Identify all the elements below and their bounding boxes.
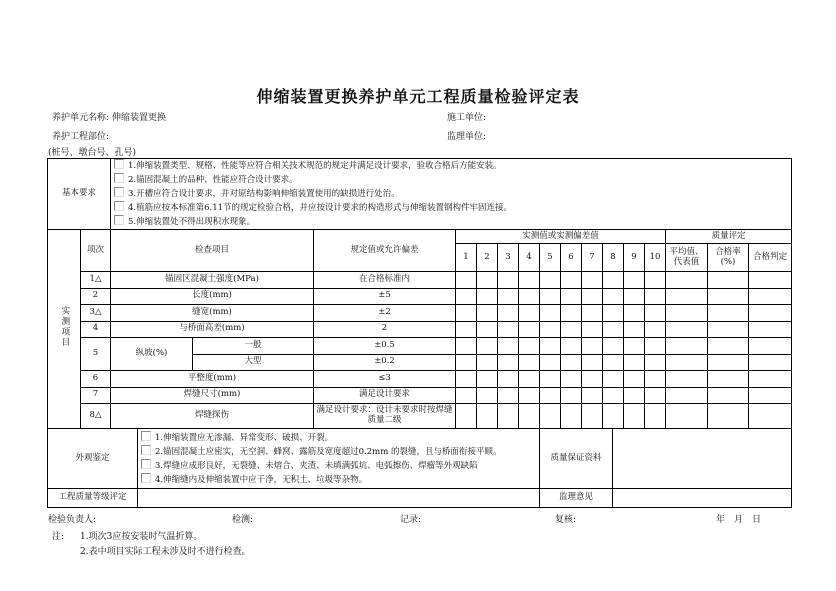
record-label: 记录:: [400, 515, 422, 525]
measure-input[interactable]: [519, 305, 540, 322]
checkbox[interactable]: [141, 459, 151, 469]
measure-input[interactable]: [519, 404, 540, 429]
measure-input[interactable]: [561, 404, 582, 429]
measure-input[interactable]: [561, 288, 582, 305]
measure-input[interactable]: [582, 371, 603, 388]
page-title: 伸缩装置更换养护单元工程质量检验评定表: [256, 87, 580, 106]
col-judge: [749, 244, 792, 272]
measure-input[interactable]: [603, 404, 624, 429]
checklist-item-text: 3.焊缝应成形良好，无裂缝、未熔合、夹渣、未填满弧坑、电弧擦伤、焊瘤等外观缺陷: [155, 460, 478, 471]
value-col-10-text: 10: [649, 251, 661, 262]
checklist-item: [141, 473, 539, 487]
measure-input[interactable]: [456, 321, 477, 338]
measure-input[interactable]: [645, 338, 666, 355]
row-item-text: 焊缝探伤: [195, 410, 230, 421]
row-item-text: 纵坡(%): [135, 348, 168, 359]
measure-input[interactable]: [624, 288, 645, 305]
col-values-text: 实测值或实测偏差值: [522, 230, 599, 241]
row-spec-text: 在合格标准内: [359, 273, 411, 284]
row-spec: [314, 272, 456, 289]
checklist-item: [141, 445, 539, 459]
measure-input[interactable]: [582, 272, 603, 289]
row-spec: [314, 354, 456, 371]
measure-input[interactable]: [561, 321, 582, 338]
row-spec: [314, 404, 456, 429]
appearance-row: [48, 429, 792, 489]
col-index: [81, 230, 111, 272]
measure-input[interactable]: [561, 371, 582, 388]
measure-input[interactable]: [477, 305, 498, 322]
basic-requirements-label-text: 基本要求: [62, 188, 97, 199]
col-item: [111, 230, 314, 272]
checkbox[interactable]: [114, 201, 124, 211]
table-row: [48, 371, 792, 388]
measure-input[interactable]: [645, 371, 666, 388]
basic-requirements-list: [111, 159, 792, 230]
row-index-text: 6: [92, 372, 99, 383]
col-rate-text: 合格率(%): [715, 246, 741, 267]
rate-input[interactable]: [708, 387, 749, 404]
row-index: [81, 338, 111, 371]
measure-input[interactable]: [582, 404, 603, 429]
qa-docs-label-text: 质量保证资料: [550, 452, 602, 463]
supervision-unit-label: 监理单位:: [447, 132, 487, 142]
checklist-item: [114, 159, 791, 173]
checkbox[interactable]: [114, 159, 124, 169]
unit-name-label: 养护单元名称:: [52, 113, 110, 123]
row-spec: [314, 338, 456, 355]
measure-input[interactable]: [477, 387, 498, 404]
measure-input[interactable]: [477, 272, 498, 289]
row-spec-text: 2: [381, 323, 388, 334]
measure-input[interactable]: [645, 288, 666, 305]
judge-input[interactable]: [749, 288, 792, 305]
notes-label: 注:: [52, 532, 65, 542]
checkbox[interactable]: [141, 445, 151, 455]
rate-input[interactable]: [708, 321, 749, 338]
checklist-item: [114, 215, 791, 229]
judge-input[interactable]: [749, 272, 792, 289]
date-label: 年 月 日: [716, 515, 762, 525]
checklist-item-text: 2.锚固混凝土应密实，无空洞、蜂窝、露筋及宽度超过0.2mm 的裂缝，且与桥面衔接平顺。: [155, 446, 502, 457]
table-row: [48, 272, 792, 289]
supervision-opinion-input[interactable]: [613, 489, 792, 508]
row-item-text: 长度(mm): [192, 290, 232, 301]
table-row: [48, 404, 792, 429]
row-item: [111, 288, 314, 305]
row-spec: [314, 371, 456, 388]
row-item-text: 缝宽(mm): [192, 306, 232, 317]
avg-input[interactable]: [666, 321, 708, 338]
measure-input[interactable]: [519, 371, 540, 388]
value-col-2-text: 2: [484, 251, 490, 262]
measure-input[interactable]: [582, 321, 603, 338]
row-spec: [314, 288, 456, 305]
construction-unit-label: 施工单位:: [447, 113, 487, 123]
measure-input[interactable]: [645, 387, 666, 404]
row-item-text: 锚固区混凝土强度(MPa): [165, 273, 259, 284]
col-avg-text: 平均值、代表值: [669, 246, 704, 267]
measure-input[interactable]: [582, 338, 603, 355]
row-index: [81, 272, 111, 289]
appearance-label-text: 外观鉴定: [75, 452, 110, 463]
measure-input[interactable]: [624, 272, 645, 289]
measure-input[interactable]: [603, 354, 624, 371]
row-subitem-text: 一般: [244, 339, 262, 350]
measure-input[interactable]: [540, 305, 561, 322]
rate-input[interactable]: [708, 305, 749, 322]
measure-input[interactable]: [498, 404, 519, 429]
measure-input[interactable]: [540, 404, 561, 429]
measure-input[interactable]: [498, 371, 519, 388]
row-spec-text: 满足设计要求: [359, 389, 411, 400]
inspector-label: 检验负责人:: [48, 515, 97, 525]
measure-input[interactable]: [498, 321, 519, 338]
table-row: [48, 288, 792, 305]
judge-input[interactable]: [749, 371, 792, 388]
col-index-text: 项次: [87, 244, 105, 255]
supervision-opinion-label: [540, 489, 613, 508]
measure-input[interactable]: [498, 272, 519, 289]
value-col-3-text: 3: [505, 251, 511, 262]
row-item-text: 与桥面高差(mm): [179, 323, 245, 334]
checklist-item-text: 4.植筋应按本标准第6.11节的规定检验合格，并应按设计要求的构造形式与伸缩装置钢构件牢固连接。: [128, 203, 513, 213]
avg-input[interactable]: [666, 371, 708, 388]
avg-input[interactable]: [666, 354, 708, 371]
table-row: [48, 387, 792, 404]
measure-input[interactable]: [624, 354, 645, 371]
measure-input[interactable]: [603, 305, 624, 322]
measure-input[interactable]: [624, 404, 645, 429]
measure-input[interactable]: [456, 354, 477, 371]
measure-input[interactable]: [561, 305, 582, 322]
avg-input[interactable]: [666, 387, 708, 404]
measure-input[interactable]: [561, 387, 582, 404]
measure-input[interactable]: [456, 305, 477, 322]
checkbox[interactable]: [114, 215, 124, 225]
value-col-10: [645, 244, 666, 272]
measure-input[interactable]: [645, 321, 666, 338]
judge-input[interactable]: [749, 354, 792, 371]
measure-input[interactable]: [561, 338, 582, 355]
checklist-item-text: 3.开槽应符合设计要求，并对原结构影响伸缩装置使用的缺损进行处治。: [128, 189, 400, 199]
row-spec: [314, 321, 456, 338]
measure-input[interactable]: [519, 387, 540, 404]
grade-input[interactable]: [138, 489, 540, 508]
checklist-item: [114, 201, 791, 215]
measure-input[interactable]: [456, 404, 477, 429]
measure-input[interactable]: [519, 321, 540, 338]
checkbox[interactable]: [141, 473, 151, 483]
measure-input[interactable]: [498, 338, 519, 355]
measure-input[interactable]: [603, 371, 624, 388]
row-item: [111, 321, 314, 338]
measure-input[interactable]: [477, 354, 498, 371]
checklist-item-text: 5.伸缩装置处不得出现积水现象。: [128, 217, 256, 227]
checklist-item-text: 1.伸缩装置应无渗漏、异常变形、破损、开裂。: [155, 432, 334, 443]
value-col-2: [477, 244, 498, 272]
col-spec-text: 规定值或允许偏差: [350, 244, 419, 255]
judge-input[interactable]: [749, 387, 792, 404]
rate-input[interactable]: [708, 371, 749, 388]
row-spec-text: ±5: [378, 290, 391, 301]
measure-input[interactable]: [540, 338, 561, 355]
measure-input[interactable]: [603, 338, 624, 355]
row-item: [111, 387, 314, 404]
row-index-text: 3△: [89, 306, 102, 317]
table-row: [48, 305, 792, 322]
rate-input[interactable]: [708, 272, 749, 289]
row-spec-text: ±0.2: [374, 356, 395, 367]
value-col-4-text: 4: [526, 251, 532, 262]
measure-input[interactable]: [456, 272, 477, 289]
row-item-text: 焊缝尺寸(mm): [183, 389, 241, 400]
col-quality: [666, 230, 792, 244]
rate-input[interactable]: [708, 338, 749, 355]
measure-input[interactable]: [540, 321, 561, 338]
judge-input[interactable]: [749, 305, 792, 322]
measure-input[interactable]: [603, 288, 624, 305]
grade-label-text: 工程质量等级评定: [58, 492, 127, 503]
note-2: 2.表中项目实际工程未涉及时不进行检查。: [80, 547, 251, 557]
row-item: [111, 272, 314, 289]
measure-input[interactable]: [456, 371, 477, 388]
checklist-item: [141, 459, 539, 473]
row-subitem: [193, 338, 314, 355]
row-index: [81, 371, 111, 388]
col-values: [456, 230, 666, 244]
measure-input[interactable]: [624, 321, 645, 338]
checklist-item: [114, 173, 791, 187]
appearance-label: [48, 429, 138, 489]
row-item: [111, 305, 314, 322]
measure-input[interactable]: [624, 387, 645, 404]
measure-input[interactable]: [498, 288, 519, 305]
checklist-item-text: 4.伸缩缝内及伸缩装置中应干净，无积土、垃圾等杂物。: [155, 474, 368, 485]
value-col-9-text: 9: [631, 251, 637, 262]
row-spec-text: ±0.5: [374, 339, 395, 350]
checkbox[interactable]: [114, 173, 124, 183]
measure-input[interactable]: [540, 354, 561, 371]
value-col-5-text: 5: [547, 251, 553, 262]
measure-input[interactable]: [603, 321, 624, 338]
review-label: 复核:: [555, 515, 577, 525]
value-col-1: [456, 244, 477, 272]
row-index-text: 1△: [89, 273, 102, 284]
measure-input[interactable]: [645, 354, 666, 371]
grade-label: [48, 489, 138, 508]
col-item-text: 检查项目: [195, 244, 230, 255]
measure-input[interactable]: [477, 288, 498, 305]
row-subitem-text: 大型: [244, 356, 262, 367]
measured-items-label: [48, 230, 81, 429]
measure-input[interactable]: [645, 305, 666, 322]
row-spec: [314, 387, 456, 404]
judge-input[interactable]: [749, 338, 792, 355]
row-index-text: 4: [92, 323, 99, 334]
test-label: 检测:: [232, 515, 254, 525]
row-index: [81, 288, 111, 305]
row-subitem: [193, 354, 314, 371]
checkbox[interactable]: [141, 431, 151, 441]
measure-input[interactable]: [582, 288, 603, 305]
measure-input[interactable]: [624, 371, 645, 388]
measure-input[interactable]: [456, 387, 477, 404]
measure-input[interactable]: [540, 387, 561, 404]
measure-input[interactable]: [477, 404, 498, 429]
col-rate: [708, 244, 749, 272]
checklist-item: [114, 187, 791, 201]
judge-input[interactable]: [749, 321, 792, 338]
col-quality-text: 质量评定: [711, 230, 746, 241]
measure-input[interactable]: [519, 272, 540, 289]
avg-input[interactable]: [666, 404, 708, 429]
row-index: [81, 321, 111, 338]
value-col-3: [498, 244, 519, 272]
measure-input[interactable]: [624, 305, 645, 322]
measure-input[interactable]: [477, 371, 498, 388]
value-col-7-text: 7: [589, 251, 595, 262]
measure-input[interactable]: [456, 338, 477, 355]
measure-input[interactable]: [477, 321, 498, 338]
inspection-table: [47, 158, 792, 508]
measure-input[interactable]: [540, 272, 561, 289]
measure-input[interactable]: [645, 404, 666, 429]
location-label: 养护工程部位:: [52, 132, 110, 142]
measure-input[interactable]: [582, 305, 603, 322]
measure-input[interactable]: [519, 338, 540, 355]
basic-requirements-label: [48, 159, 111, 230]
avg-input[interactable]: [666, 305, 708, 322]
row-spec: [314, 305, 456, 322]
judge-input[interactable]: [749, 404, 792, 429]
checklist-item-text: 2.锚固混凝土的品种、性能应符合设计要求。: [128, 175, 298, 185]
location-note: (桩号、墩台号、孔号): [48, 148, 137, 158]
measure-input[interactable]: [498, 305, 519, 322]
row-item-text: 平整度(mm): [187, 372, 237, 383]
value-col-6-text: 6: [568, 251, 574, 262]
measure-input[interactable]: [603, 272, 624, 289]
measure-input[interactable]: [561, 354, 582, 371]
measure-input[interactable]: [519, 354, 540, 371]
measure-input[interactable]: [540, 288, 561, 305]
value-col-1-text: 1: [463, 251, 469, 262]
row-item: [111, 404, 314, 429]
measure-input[interactable]: [456, 288, 477, 305]
value-col-8-text: 8: [610, 251, 616, 262]
rate-input[interactable]: [708, 404, 749, 429]
rate-input[interactable]: [708, 354, 749, 371]
row-index: [81, 404, 111, 429]
measure-input[interactable]: [540, 371, 561, 388]
row-index-text: 7: [92, 389, 99, 400]
checklist-item: [141, 431, 539, 445]
avg-input[interactable]: [666, 272, 708, 289]
measured-items-label-text: 实测项目: [59, 306, 70, 349]
row-index-text: 8△: [89, 410, 102, 421]
qa-docs-input[interactable]: [613, 429, 792, 489]
value-col-8: [603, 244, 624, 272]
col-avg: [666, 244, 708, 272]
supervision-opinion-label-text: 监理意见: [559, 492, 594, 503]
measure-input[interactable]: [603, 387, 624, 404]
row-index-text: 5: [92, 348, 99, 359]
row-spec-text: 满足设计要求：设计未要求时按焊缝质量二级: [316, 405, 453, 425]
col-judge-text: 合格判定: [753, 251, 788, 262]
header-row-1: [48, 230, 792, 244]
value-col-5: [540, 244, 561, 272]
measure-input[interactable]: [561, 272, 582, 289]
row-item: [111, 371, 314, 388]
measure-input[interactable]: [498, 387, 519, 404]
avg-input[interactable]: [666, 288, 708, 305]
value-col-9: [624, 244, 645, 272]
measure-input[interactable]: [624, 338, 645, 355]
value-col-4: [519, 244, 540, 272]
unit-name-value: 伸缩装置更换: [112, 113, 167, 123]
appearance-list: [138, 429, 540, 489]
col-spec: [314, 230, 456, 272]
checkbox[interactable]: [114, 187, 124, 197]
measure-input[interactable]: [519, 288, 540, 305]
row-spec-text: ≤3: [378, 372, 391, 383]
grade-row: [48, 489, 792, 508]
measure-input[interactable]: [477, 338, 498, 355]
table-row: [48, 338, 792, 355]
row-index: [81, 387, 111, 404]
measure-input[interactable]: [582, 387, 603, 404]
basic-requirements-row: [48, 159, 792, 230]
rate-input[interactable]: [708, 288, 749, 305]
measure-input[interactable]: [582, 354, 603, 371]
measure-input[interactable]: [645, 272, 666, 289]
table-row: [48, 321, 792, 338]
row-spec-text: ±2: [378, 306, 391, 317]
note-1: 1.项次3应按安装时气温折算。: [80, 532, 203, 542]
value-col-7: [582, 244, 603, 272]
checklist-item-text: 1.伸缩装置类型、规格、性能等应符合相关技术规范的规定并满足设计要求，验收合格后方能安装。: [128, 161, 502, 171]
qa-docs-label: [540, 429, 613, 489]
avg-input[interactable]: [666, 338, 708, 355]
measure-input[interactable]: [498, 354, 519, 371]
row-item: [111, 338, 193, 371]
row-index: [81, 305, 111, 322]
row-index-text: 2: [92, 290, 99, 301]
value-col-6: [561, 244, 582, 272]
